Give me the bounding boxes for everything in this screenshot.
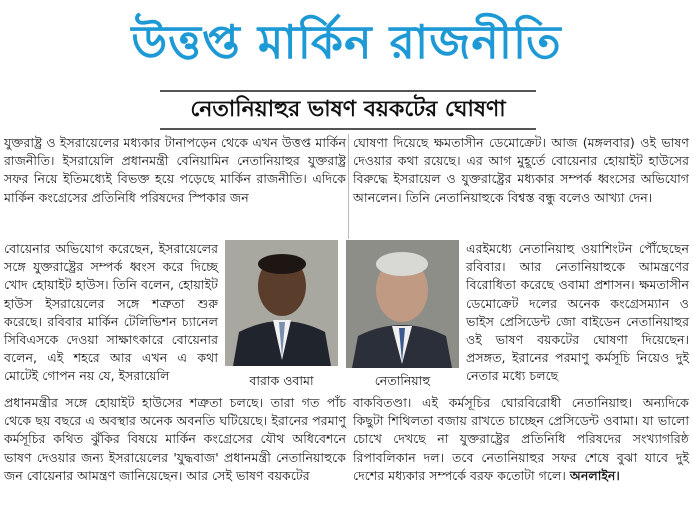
article-column-right-bottom [353, 394, 689, 485]
paragraph: যুক্তরাষ্ট্র ও ইসরায়েলের মধ্যকার টানাপড়েন থেকে এখন উত্তপ্ত মার্কিন রাজনীতি। ইসরায়েলি প্রধানমন্ত্রী বেনিয়ামিন নেতানিয়াহুর যুক্তরাষ্ট্র সফর নিয়ে ইতিমধ্যেই বিভক্ত হয়ে পড়েছে মার্কিন রাজনীতি। এদিকে মার্কিন কংগ্রেসের প্রতিনিধি পরিষদের স্পিকার জন [4, 135, 346, 205]
column-divider [348, 134, 349, 239]
subheadline: নেতানিয়াহুর ভাষণ বয়কটের ঘোষণা [160, 90, 536, 130]
paragraph-text: বাকবিতণ্ডা। এই কর্মসূচির ঘোরবিরোধী নেতানিয়াহু। অন্যদিকে কিছুটা শিথিলতা বজায় রাখতে চাচ্ছেন প্রেসিডেন্ট ওবামা। যা ভালো চোখে দেখছে না যুক্তরাষ্ট্রের প্রতিনিধি পরিষদের সংখ্যাগরিষ্ঠ রিপাবলিকান দল। তবে নেতানিয়াহুর সফর শেষে বুঝা যাবে দুই দেশের মধ্যকার সম্পর্কে বরফ কতোটা গলে। [353, 395, 689, 483]
article-column-right-top [353, 134, 689, 207]
portrait-image [346, 240, 459, 368]
article-column-left-bottom [4, 394, 346, 485]
article-column-left-top [4, 134, 346, 207]
article-column-left-wrap [4, 240, 218, 386]
headline: উত্তপ্ত মার্কিন রাজনীতি [131, 15, 562, 69]
byline: অনলাইন। [569, 467, 620, 483]
photo-caption: নেতানিয়াহু [374, 373, 431, 388]
portrait-image [225, 240, 338, 366]
photo-caption: বারাক ওবামা [249, 373, 314, 388]
article-column-right-wrap [466, 240, 689, 386]
paragraph: এরইমধ্যে নেতানিয়াহু ওয়াশিংটন পৌঁছেছেন রবিবার। আর নেতানিয়াহুকে আমন্ত্রণের বিরোধিতা করেছে ওবামা প্রশাসন। ক্ষমতাসীন ডেমোক্রেট দলের অনেক কংগ্রেসম্যান ও ভাইস প্রেসিডেন্ট জো বাইডেন নেতানিয়াহুর ওই ভাষণ বয়কটের ঘোষণা দিয়েছেন। প্রসঙ্গত, ইরানের পরমাণু কর্মসূচি নিয়েও দুই নেতার মধ্যে চলছে [466, 241, 689, 384]
paragraph [353, 394, 689, 485]
photo-barack-obama [225, 240, 338, 366]
paragraph: ঘোষণা দিয়েছে ক্ষমতাসীন ডেমোক্রেট। আজ (মঙ্গলবার) ওই ভাষণ দেওয়ার কথা রয়েছে। এর আগ মুহূর্তে বোয়েনার হোয়াইট হাউসের বিরুদ্ধে ইসরায়েল ও যুক্তরাষ্ট্রের মধ্যকার সম্পর্ক ধ্বংসের অভিযোগ আনলেন। তিনি নেতানিয়াহুকে বিশ্বস্ত বন্ধু বলেও আখ্যা দেন। [353, 135, 689, 205]
paragraph: বোয়েনার অভিযোগ করেছেন, ইসরায়েলের সঙ্গে যুক্তরাষ্ট্রের সম্পর্ক ধ্বংস করে দিচ্ছে খোদ হোয়াইট হাউস। তিনি বলেন, হোয়াইট হাউস ইসরায়েলের সঙ্গে শত্রুতা শুরু করেছে। রবিবার মার্কিন টেলিভিশন চ্যানেল সিবিএসকে দেওয়া সাক্ষাৎকারে বোয়েনার বলেন, এই শহরে আর এখন এ কথা মোটেই গোপন নয় যে, ইসরায়েলি [4, 241, 218, 384]
paragraph: প্রধানমন্ত্রীর সঙ্গে হোয়াইট হাউসের শত্রুতা চলছে। তারা গত পাঁচ থেকে ছয় বছরে এ অবস্থার অনেক অবনতি ঘটিয়েছে। ইরানের পরমাণু কর্মসূচির কথিত ঝুঁকির বিষয়ে মার্কিন কংগ্রেসের যৌথ অধিবেশনে ভাষণ দেওয়ার জন্য ইসরায়েলের 'যুদ্ধবাজ' প্রধানমন্ত্রী নেতানিয়াহুকে জন বোয়েনার আমন্ত্রণ জানিয়েছেন। আর সেই ভাষণ বয়কটের [4, 395, 346, 483]
photo-netanyahu [346, 240, 459, 368]
